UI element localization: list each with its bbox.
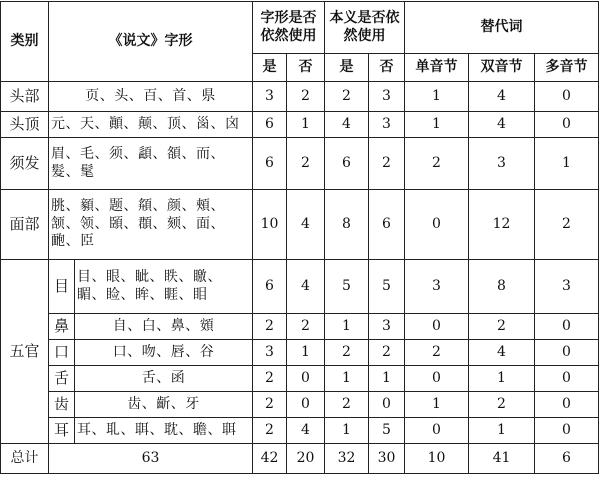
cell-value: 1 [405,392,469,418]
cell-value: 0 [405,418,469,444]
header-replacement: 替代词 [405,2,599,54]
cell-value: 3 [253,82,287,112]
cell-value: 4 [469,340,535,366]
cell-value: 5 [369,418,405,444]
row-forms: 口、吻、唇、谷 [75,340,253,366]
cell-value: 4 [469,112,535,138]
cell-value: 8 [469,260,535,314]
header-forms: 《说文》字形 [49,2,253,82]
cell-value: 10 [253,190,287,260]
table-row [1,260,599,314]
cell-value: 6 [325,138,369,190]
cell-value: 2 [325,392,369,418]
cell-value: 1 [469,418,535,444]
header-form-no: 否 [287,54,325,82]
row-category: 须发 [1,138,49,190]
cell-value: 3 [369,82,405,112]
cell-value: 1 [405,112,469,138]
cell-value: 2 [253,366,287,392]
header-poly: 多音节 [535,54,599,82]
cell-value: 2 [287,314,325,340]
cell-value: 1 [405,82,469,112]
cell-value: 1 [325,418,369,444]
row-forms: 元、天、顚、颠、顶、𡿺、囟 [49,112,253,138]
cell-value: 3 [405,260,469,314]
cell-value: 0 [405,366,469,392]
table-row [1,392,599,418]
cell-value: 8 [325,190,369,260]
cell-value: 1 [469,366,535,392]
row-forms: 舌、函 [75,366,253,392]
cell-value: 3 [369,112,405,138]
cell-value: 0 [405,190,469,260]
header-category: 类别 [1,2,49,82]
cell-value: 6 [253,260,287,314]
cell-value: 1 [535,138,599,190]
cell-value: 1 [287,340,325,366]
cell-value: 2 [287,138,325,190]
total-forms: 63 [49,444,253,474]
cell-value: 2 [287,82,325,112]
cell-value: 3 [369,314,405,340]
cell-value: 20 [287,444,325,474]
cell-value: 1 [325,366,369,392]
cell-value: 6 [369,190,405,260]
table-row [1,82,599,112]
cell-value: 5 [325,260,369,314]
cell-value: 30 [369,444,405,474]
row-category: 五官 [1,260,49,444]
total-label: 总计 [1,444,49,474]
cell-value: 0 [369,392,405,418]
cell-value: 1 [369,366,405,392]
total-row [1,444,599,474]
cell-value: 4 [325,112,369,138]
cell-value: 3 [535,260,599,314]
header-mono: 单音节 [405,54,469,82]
row-subcategory: 耳 [49,418,75,444]
cell-value: 2 [325,340,369,366]
row-category: 头部 [1,82,49,112]
cell-value: 2 [369,340,405,366]
cell-value: 0 [535,82,599,112]
row-subcategory: 目 [49,260,75,314]
cell-value: 0 [535,418,599,444]
cell-value: 2 [253,418,287,444]
row-forms: 朓、顡、题、頯、颜、頰、颔、领、頣、頵、颏、面、靤、𦣝 [49,190,253,260]
cell-value: 5 [369,260,405,314]
cell-value: 6 [535,444,599,474]
row-subcategory: 鼻 [49,314,75,340]
cell-value: 2 [253,314,287,340]
row-category: 头顶 [1,112,49,138]
cell-value: 0 [535,112,599,138]
cell-value: 0 [535,340,599,366]
header-form-in-use: 字形是否依然使用 [253,2,325,54]
header-meaning-no: 否 [369,54,405,82]
cell-value: 10 [405,444,469,474]
row-forms: 齿、齗、牙 [75,392,253,418]
cell-value: 32 [325,444,369,474]
cell-value: 0 [287,366,325,392]
header-form-yes: 是 [253,54,287,82]
row-forms: 耳、耴、聑、耽、聸、聑 [75,418,253,444]
cell-value: 0 [535,314,599,340]
word-form-table [0,1,599,474]
cell-value: 2 [325,82,369,112]
cell-value: 3 [253,340,287,366]
cell-value: 2 [405,138,469,190]
cell-value: 0 [287,392,325,418]
cell-value: 0 [405,314,469,340]
table-row [1,340,599,366]
cell-value: 2 [469,314,535,340]
cell-value: 1 [325,314,369,340]
cell-value: 2 [535,190,599,260]
row-forms: 眉、毛、须、頿、頟、而、髮、髦 [49,138,253,190]
row-forms: 目、眼、眦、眣、䁶、睸、睑、眸、睚、䀠 [75,260,253,314]
cell-value: 2 [405,340,469,366]
cell-value: 6 [253,138,287,190]
cell-value: 1 [287,112,325,138]
row-category: 面部 [1,190,49,260]
cell-value: 3 [469,138,535,190]
table-row [1,366,599,392]
row-subcategory: 口 [49,340,75,366]
table-row [1,190,599,260]
cell-value: 6 [253,112,287,138]
header-meaning-in-use: 本义是否依然使用 [325,2,405,54]
cell-value: 2 [469,392,535,418]
cell-value: 4 [287,260,325,314]
cell-value: 12 [469,190,535,260]
table-row [1,138,599,190]
row-subcategory: 齿 [49,392,75,418]
row-forms: 自、白、鼻、頞 [75,314,253,340]
row-forms: 页、头、百、首、県 [49,82,253,112]
table-row [1,314,599,340]
header-meaning-yes: 是 [325,54,369,82]
cell-value: 2 [253,392,287,418]
cell-value: 2 [369,138,405,190]
header-di: 双音节 [469,54,535,82]
table-row [1,418,599,444]
row-subcategory: 舌 [49,366,75,392]
cell-value: 0 [535,392,599,418]
cell-value: 4 [469,82,535,112]
cell-value: 41 [469,444,535,474]
cell-value: 0 [535,366,599,392]
cell-value: 4 [287,418,325,444]
cell-value: 4 [287,190,325,260]
cell-value: 42 [253,444,287,474]
table-row [1,112,599,138]
